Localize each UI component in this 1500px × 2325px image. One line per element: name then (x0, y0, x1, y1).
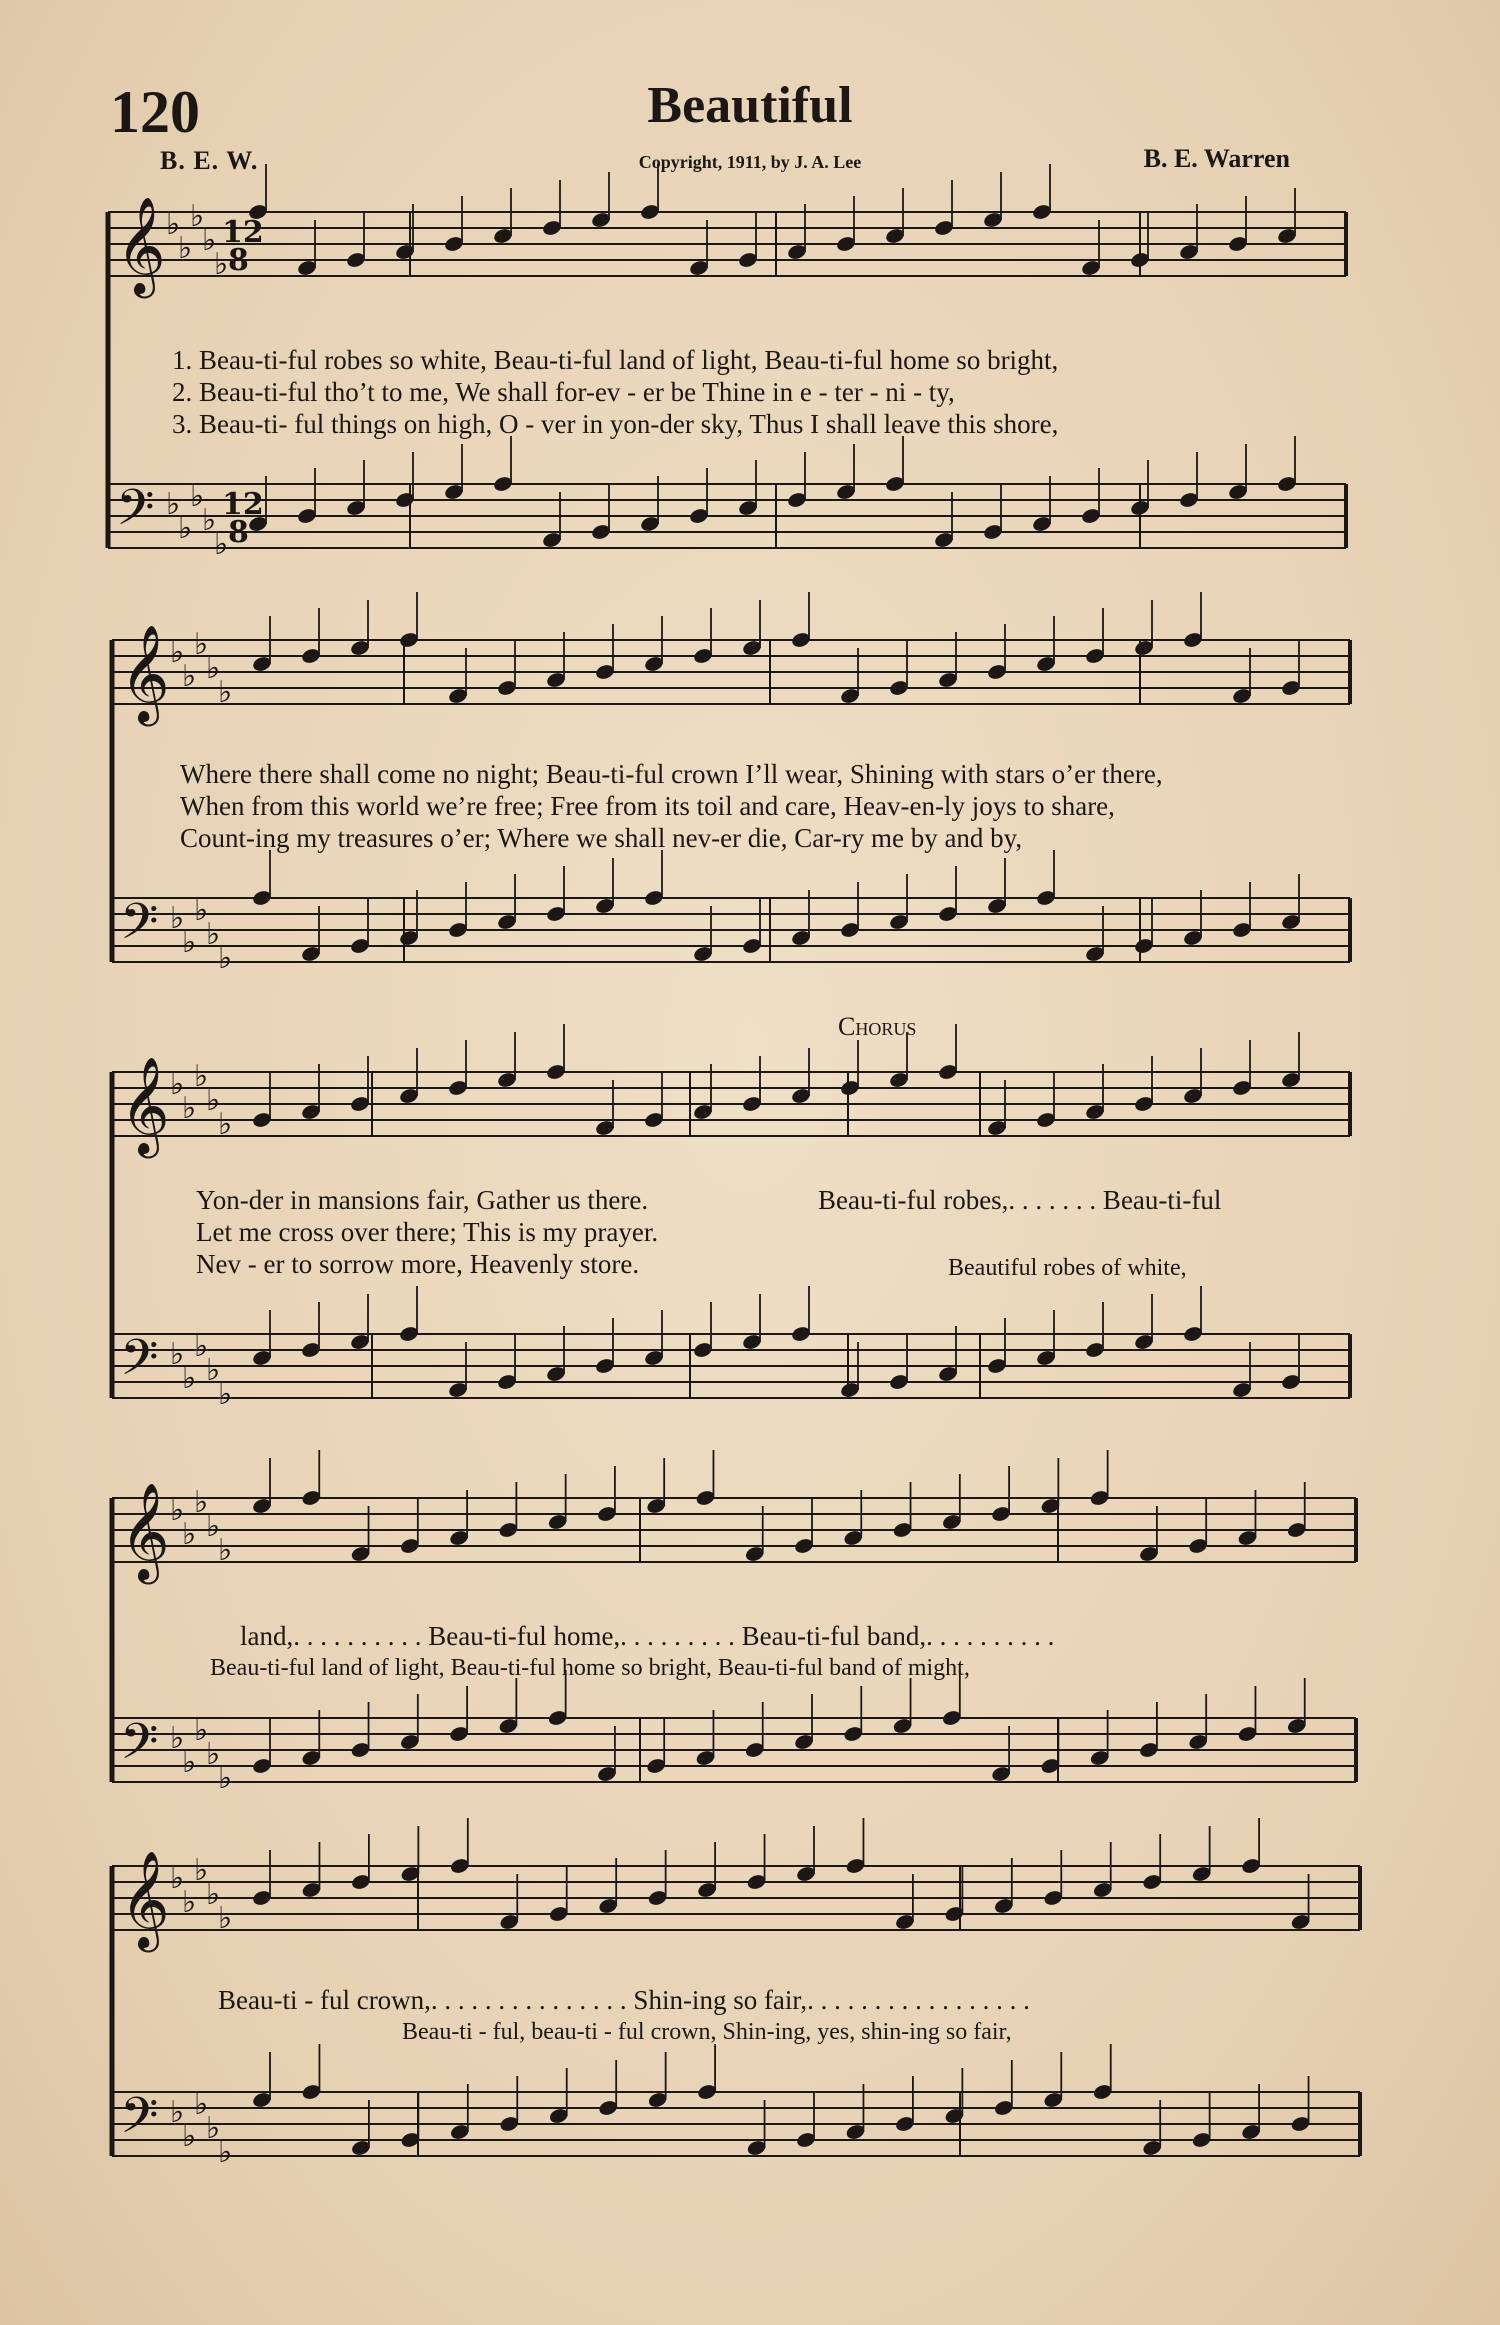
composer-name: B. E. Warren (1143, 144, 1290, 173)
chorus-lead-line5: Beau-ti - ful crown,. . . . . . . . . . . . . . . Shin-ing so fair,. . . . . . . . . . . . . . . . . (218, 1985, 1030, 2015)
flat-sign-icon: ♭ (194, 893, 209, 928)
flat-sign-icon: ♭ (190, 199, 205, 234)
flat-sign-icon: ♭ (194, 2087, 209, 2122)
chorus-alto-line3: Beautiful robes of white, (948, 1255, 1187, 1281)
flat-sign-icon: ♭ (206, 651, 221, 686)
bass-clef-icon: 𝄢 (120, 1329, 159, 1399)
flat-sign-icon: ♭ (194, 627, 209, 662)
flat-sign-icon: ♭ (170, 1861, 185, 1896)
flat-sign-icon: ♭ (194, 1713, 209, 1748)
verse3-line1: 3. Beau-ti- ful things on high, O - ver in yon-der sky, Thus I shall leave this shore, (172, 409, 1059, 439)
flat-sign-icon: ♭ (182, 925, 197, 960)
flat-sign-icon: ♭ (194, 1853, 209, 1888)
flat-sign-icon: ♭ (178, 231, 193, 266)
flat-sign-icon: ♭ (194, 1329, 209, 1364)
chorus-alto-line5: Beau-ti - ful, beau-ti - ful crown, Shin-ing, yes, shin-ing so fair, (402, 2019, 1012, 2045)
verse2-line1: 2. Beau-ti-ful tho’t to me, We shall for-ev - er be Thine in e - ter - ni - ty, (172, 377, 955, 407)
flat-sign-icon: ♭ (170, 1493, 185, 1528)
flat-sign-icon: ♭ (182, 1517, 197, 1552)
time-signature-top: 12 (222, 215, 264, 250)
flat-sign-icon: ♭ (170, 901, 185, 936)
verse1-line1: 1. Beau-ti-ful robes so white, Beau-ti-ful land of light, Beau-ti-ful home so bright, (172, 345, 1059, 375)
flat-sign-icon: ♭ (218, 675, 233, 710)
flat-sign-icon: ♭ (202, 503, 217, 538)
chorus-label: Chorus (838, 1012, 917, 1041)
chorus-alto-line4: Beau-ti-ful land of light, Beau-ti-ful home so bright, Beau-ti-ful band of might, (210, 1655, 970, 1681)
flat-sign-icon: ♭ (206, 1353, 221, 1388)
verse3-line2: Count-ing my treasures o’er; Where we shall nev-er die, Car-ry me by and by, (180, 823, 1023, 853)
chorus-lead-line3: Beau-ti-ful robes,. . . . . . . Beau-ti-ful (818, 1185, 1222, 1215)
treble-clef-icon: 𝄞 (120, 1850, 170, 1948)
treble-clef-icon: 𝄞 (116, 196, 166, 294)
flat-sign-icon: ♭ (202, 223, 217, 258)
bass-clef-icon: 𝄢 (116, 479, 155, 549)
time-signature-bottom: 8 (228, 515, 249, 550)
flat-sign-icon: ♭ (218, 941, 233, 976)
flat-sign-icon: ♭ (214, 527, 229, 562)
bass-clef-icon: 𝄢 (120, 893, 159, 963)
verse1-line2: Where there shall come no night; Beau-ti-ful crown I’ll wear, Shining with stars o’er there, (180, 759, 1163, 789)
flat-sign-icon: ♭ (206, 917, 221, 952)
flat-sign-icon: ♭ (218, 1377, 233, 1412)
flat-sign-icon: ♭ (166, 207, 181, 242)
chorus-lead-line4: land,. . . . . . . . . . Beau-ti-ful home,. . . . . . . . . Beau-ti-ful band,. . . . . . . . . . (240, 1621, 1055, 1651)
flat-sign-icon: ♭ (170, 2095, 185, 2130)
flat-sign-icon: ♭ (178, 511, 193, 546)
flat-sign-icon: ♭ (194, 1485, 209, 1520)
flat-sign-icon: ♭ (214, 247, 229, 282)
time-signature-top: 12 (222, 487, 264, 522)
flat-sign-icon: ♭ (190, 479, 205, 514)
treble-clef-icon: 𝄞 (120, 1056, 170, 1154)
flat-sign-icon: ♭ (218, 2135, 233, 2170)
verse2-line3: Let me cross over there; This is my prayer. (196, 1217, 659, 1247)
hymn-number: 120 (110, 79, 200, 145)
copyright-notice: Copyright, 1911, by J. A. Lee (638, 152, 862, 172)
treble-clef-icon: 𝄞 (120, 1482, 170, 1580)
flat-sign-icon: ♭ (206, 2111, 221, 2146)
flat-sign-icon: ♭ (182, 2119, 197, 2154)
verse2-line2: When from this world we’re free; Free from its toil and care, Heav-en-ly joys to share, (180, 791, 1115, 821)
flat-sign-icon: ♭ (170, 1337, 185, 1372)
flat-sign-icon: ♭ (218, 1533, 233, 1568)
bass-clef-icon: 𝄢 (120, 2087, 159, 2157)
flat-sign-icon: ♭ (170, 635, 185, 670)
time-signature-bottom: 8 (228, 243, 249, 278)
flat-sign-icon: ♭ (206, 1509, 221, 1544)
flat-sign-icon: ♭ (206, 1737, 221, 1772)
flat-sign-icon: ♭ (218, 1901, 233, 1936)
flat-sign-icon: ♭ (170, 1721, 185, 1756)
flat-sign-icon: ♭ (170, 1067, 185, 1102)
flat-sign-icon: ♭ (182, 1091, 197, 1126)
flat-sign-icon: ♭ (194, 1059, 209, 1094)
author-initials: B. E. W. (160, 146, 259, 175)
flat-sign-icon: ♭ (182, 659, 197, 694)
hymn-title: Beautiful (647, 77, 853, 134)
flat-sign-icon: ♭ (206, 1877, 221, 1912)
verse3-line3: Nev - er to sorrow more, Heavenly store. (196, 1249, 640, 1279)
flat-sign-icon: ♭ (218, 1107, 233, 1142)
flat-sign-icon: ♭ (182, 1885, 197, 1920)
treble-clef-icon: 𝄞 (120, 624, 170, 722)
flat-sign-icon: ♭ (206, 1083, 221, 1118)
flat-sign-icon: ♭ (182, 1745, 197, 1780)
verse1-line3: Yon-der in mansions fair, Gather us there. (196, 1185, 649, 1215)
flat-sign-icon: ♭ (182, 1361, 197, 1396)
flat-sign-icon: ♭ (166, 487, 181, 522)
flat-sign-icon: ♭ (218, 1761, 233, 1796)
bass-clef-icon: 𝄢 (120, 1713, 159, 1783)
